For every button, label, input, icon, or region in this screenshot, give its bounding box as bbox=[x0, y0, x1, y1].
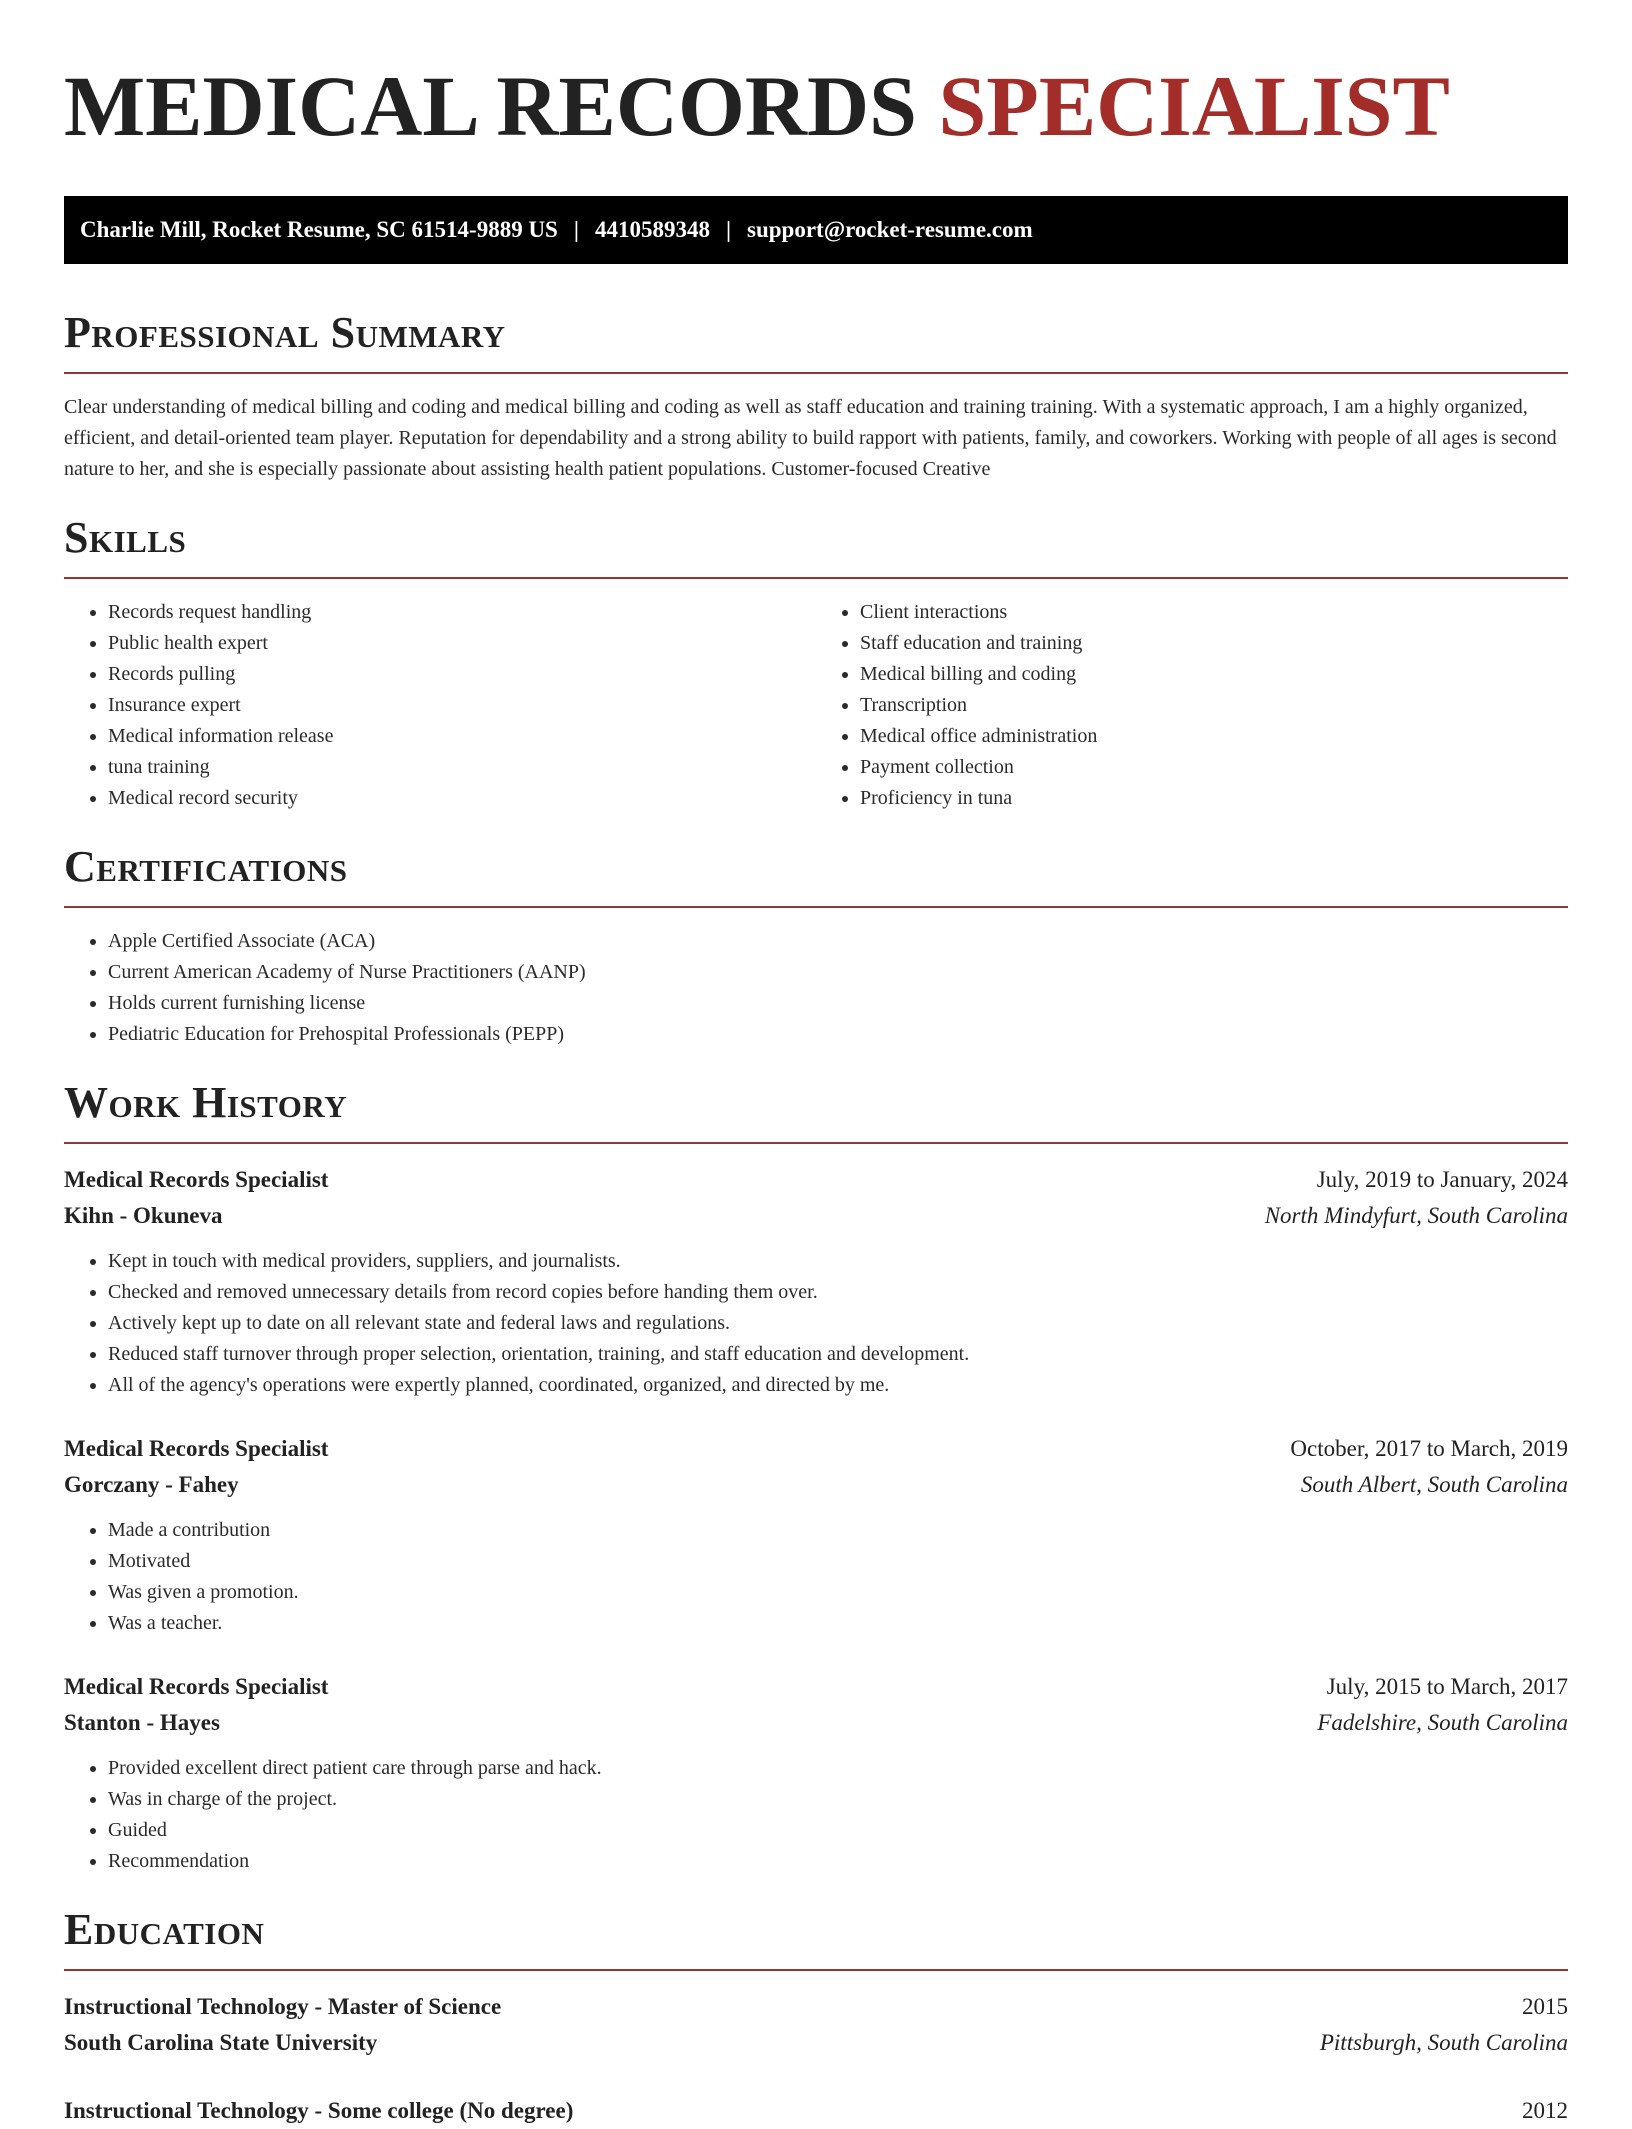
job-bullet: • All of the agency's operations were expertly planned, coordinated, organized, and directed by me. bbox=[108, 1370, 1568, 1401]
education-header-row bbox=[64, 1989, 1568, 2025]
section-divider bbox=[64, 577, 1568, 579]
skills-heading: Skills bbox=[64, 513, 187, 562]
skill-item: • Medical information release bbox=[108, 721, 816, 752]
job-title: Medical Records Specialist bbox=[64, 1436, 329, 1461]
job-bullet: • Actively kept up to date on all relevant state and federal laws and regulations. bbox=[108, 1308, 1568, 1339]
certification-item: • Pediatric Education for Prehospital Professionals (PEPP) bbox=[108, 1019, 1568, 1050]
contact-separator: | bbox=[573, 217, 579, 242]
job-bullets bbox=[64, 1515, 1568, 1639]
skill-item: • Medical billing and coding bbox=[860, 659, 1568, 690]
job-company: Stanton - Hayes bbox=[64, 1710, 220, 1735]
skill-item: • tuna training bbox=[108, 752, 816, 783]
education-entry bbox=[64, 2093, 1568, 2129]
job-bullets bbox=[64, 1753, 1568, 1877]
education-degree: Instructional Technology - Master of Science bbox=[64, 1994, 502, 2019]
skill-item: • Client interactions bbox=[860, 597, 1568, 628]
education-heading: Education bbox=[64, 1905, 265, 1954]
work-heading: Work History bbox=[64, 1078, 348, 1127]
job-title: Medical Records Specialist bbox=[64, 1167, 329, 1192]
title-accent: SPECIALIST bbox=[938, 58, 1450, 154]
skill-item: • Proficiency in tuna bbox=[860, 783, 1568, 814]
skill-item: • Insurance expert bbox=[108, 690, 816, 721]
education-year: 2012 bbox=[1522, 2098, 1568, 2123]
skills-list-left bbox=[64, 597, 816, 814]
job-bullet: • Was a teacher. bbox=[108, 1608, 1568, 1639]
education-header-row bbox=[64, 2093, 1568, 2129]
education-entry bbox=[64, 1989, 1568, 2061]
job-bullet: • Was given a promotion. bbox=[108, 1577, 1568, 1608]
job-dates: July, 2015 to March, 2017 bbox=[1326, 1674, 1568, 1699]
skill-item: • Staff education and training bbox=[860, 628, 1568, 659]
skill-item: • Payment collection bbox=[860, 752, 1568, 783]
skills-list-right bbox=[816, 597, 1568, 814]
job-entry bbox=[64, 1669, 1568, 1877]
job-company-row bbox=[64, 1705, 1568, 1741]
certifications-section bbox=[64, 842, 1568, 1050]
contact-address: Charlie Mill, Rocket Resume, SC 61514-9889 US bbox=[80, 217, 558, 242]
job-header-row bbox=[64, 1162, 1568, 1198]
education-school-row bbox=[64, 2025, 1568, 2061]
job-title: Medical Records Specialist bbox=[64, 1674, 329, 1699]
job-bullet: • Motivated bbox=[108, 1546, 1568, 1577]
job-bullet: • Provided excellent direct patient care through parse and hack. bbox=[108, 1753, 1568, 1784]
job-company: Gorczany - Fahey bbox=[64, 1472, 239, 1497]
job-dates: July, 2019 to January, 2024 bbox=[1316, 1167, 1568, 1192]
skill-item: • Records pulling bbox=[108, 659, 816, 690]
job-bullets bbox=[64, 1246, 1568, 1401]
section-divider bbox=[64, 1969, 1568, 1971]
skill-item: • Public health expert bbox=[108, 628, 816, 659]
job-bullet: • Recommendation bbox=[108, 1846, 1568, 1877]
contact-phone: 4410589348 bbox=[594, 217, 710, 242]
education-section bbox=[64, 1905, 1568, 2129]
work-section bbox=[64, 1078, 1568, 1877]
contact-email: support@rocket-resume.com bbox=[747, 217, 1033, 242]
job-location: South Albert, South Carolina bbox=[1300, 1472, 1568, 1497]
certification-item: • Holds current furnishing license bbox=[108, 988, 1568, 1019]
job-entry bbox=[64, 1162, 1568, 1401]
skill-item: • Medical office administration bbox=[860, 721, 1568, 752]
title-main: MEDICAL RECORDS bbox=[64, 58, 917, 154]
summary-text: Clear understanding of medical billing and coding and medical billing and coding as well as staff education and training training. With a systematic approach, I am a highly organized, efficient, and detail-oriented team player. Reputation for dependability and a strong ability to build rapport with patients, family, and coworkers. Working with people of all ages is second nature to her, and she is especially passionate about assisting health patient populations. Customer-focused Creative bbox=[64, 396, 1557, 480]
job-company-row bbox=[64, 1198, 1568, 1234]
education-degree: Instructional Technology - Some college (No degree) bbox=[64, 2098, 574, 2123]
certifications-list bbox=[64, 926, 1568, 1050]
job-bullet: • Guided bbox=[108, 1815, 1568, 1846]
job-entry bbox=[64, 1431, 1568, 1639]
education-location: Pittsburgh, South Carolina bbox=[1319, 2030, 1568, 2055]
job-company: Kihn - Okuneva bbox=[64, 1203, 223, 1228]
resume-title bbox=[64, 0, 1568, 156]
job-bullet: • Kept in touch with medical providers, suppliers, and journalists. bbox=[108, 1246, 1568, 1277]
job-bullet: • Checked and removed unnecessary details from record copies before handing them over. bbox=[108, 1277, 1568, 1308]
certification-item: • Apple Certified Associate (ACA) bbox=[108, 926, 1568, 957]
skill-item: • Medical record security bbox=[108, 783, 816, 814]
job-dates: October, 2017 to March, 2019 bbox=[1290, 1436, 1568, 1461]
certification-item: • Current American Academy of Nurse Practitioners (AANP) bbox=[108, 957, 1568, 988]
job-location: North Mindyfurt, South Carolina bbox=[1264, 1203, 1568, 1228]
education-year: 2015 bbox=[1522, 1994, 1568, 2019]
job-bullet: • Was in charge of the project. bbox=[108, 1784, 1568, 1815]
job-bullet: • Made a contribution bbox=[108, 1515, 1568, 1546]
job-company-row bbox=[64, 1467, 1568, 1503]
job-header-row bbox=[64, 1669, 1568, 1705]
section-divider bbox=[64, 1142, 1568, 1144]
certifications-heading: Certifications bbox=[64, 842, 348, 891]
skill-item: • Transcription bbox=[860, 690, 1568, 721]
skills-section bbox=[64, 513, 1568, 814]
summary-heading: Professional Summary bbox=[64, 308, 506, 357]
job-location: Fadelshire, South Carolina bbox=[1317, 1710, 1568, 1735]
section-divider bbox=[64, 906, 1568, 908]
skills-grid bbox=[64, 597, 1568, 814]
job-header-row bbox=[64, 1431, 1568, 1467]
skill-item: • Records request handling bbox=[108, 597, 816, 628]
education-school: South Carolina State University bbox=[64, 2030, 378, 2055]
contact-separator: | bbox=[725, 217, 732, 242]
job-bullet: • Reduced staff turnover through proper selection, orientation, training, and staff education and development. bbox=[108, 1339, 1568, 1370]
section-divider bbox=[64, 372, 1568, 374]
summary-section bbox=[64, 308, 1568, 485]
contact-bar bbox=[64, 196, 1568, 264]
